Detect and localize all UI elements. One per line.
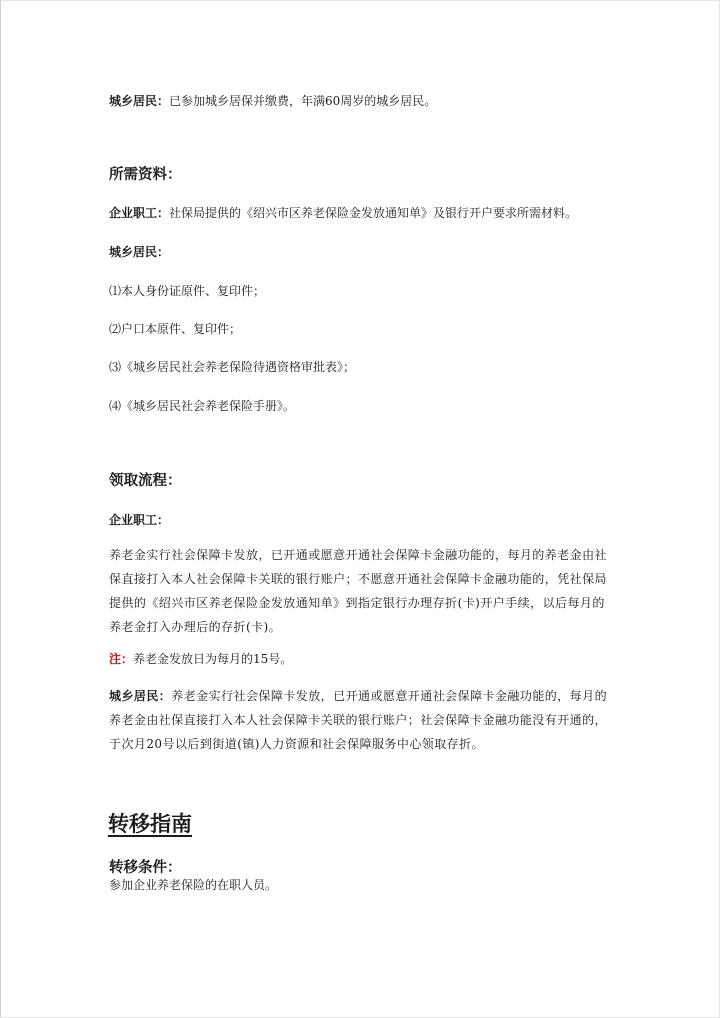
transfer-conditions-heading: 转移条件： <box>109 859 182 876</box>
urban-rural-label: 城乡居民： <box>109 94 170 108</box>
materials-urban-rural-label: 城乡居民： <box>109 245 170 259</box>
urban-rural-text: 已参加城乡居保并缴费，年满60周岁的城乡居民。 <box>169 94 437 108</box>
process-enterprise-label: 企业职工： <box>109 513 170 527</box>
urban-rural-text: 养老金实行社会保障卡发放，已开通或愿意开通社会保障卡金融功能的，每月的养老金由社保直接打入本人社会保障卡关联的银行账户；社会保障卡金融功能没有开通的，于次月20号以后到街道(镇)人力资源和社会保障服务中心领取存折。 <box>109 689 608 751</box>
process-note <box>109 652 292 667</box>
note-text: 养老金发放日为每月的15号。 <box>133 652 293 666</box>
urban-rural-label: 城乡居民： <box>109 689 172 703</box>
note-label: 注： <box>109 652 134 666</box>
process-heading: 领取流程： <box>109 472 182 489</box>
transfer-title: 转移指南 <box>108 811 192 836</box>
materials-item: ⑶《城乡居民社会养老保险待遇资格审批表》； <box>109 360 356 374</box>
process-enterprise-text: 养老金实行社会保障卡发放，已开通或愿意开通社会保障卡金融功能的，每月的养老金由社保直接打入本人社会保障卡关联的银行账户；不愿意开通社会保障卡金融功能的，凭社保局提供的《绍兴市区养老保险金发放通知单》到指定银行办理存折(卡)开户手续，以后每月的养老金打入办理后的存折(卡)。 <box>109 548 608 634</box>
materials-enterprise <box>109 206 577 221</box>
process-urban-rural <box>109 684 613 756</box>
eligibility-urban-rural <box>109 94 436 109</box>
materials-item: ⑴本人身份证原件、复印件； <box>109 284 266 298</box>
materials-item: ⑷《城乡居民社会养老保险手册》。 <box>109 399 296 413</box>
enterprise-label: 企业职工： <box>109 206 170 220</box>
materials-heading: 所需资料： <box>109 166 182 183</box>
materials-item: ⑵户口本原件、复印件； <box>109 322 242 336</box>
enterprise-text: 社保局提供的《绍兴市区养老保险金发放通知单》及银行开户要求所需材料。 <box>169 206 578 220</box>
transfer-conditions-text: 参加企业养老保险的在职人员。 <box>109 878 278 892</box>
